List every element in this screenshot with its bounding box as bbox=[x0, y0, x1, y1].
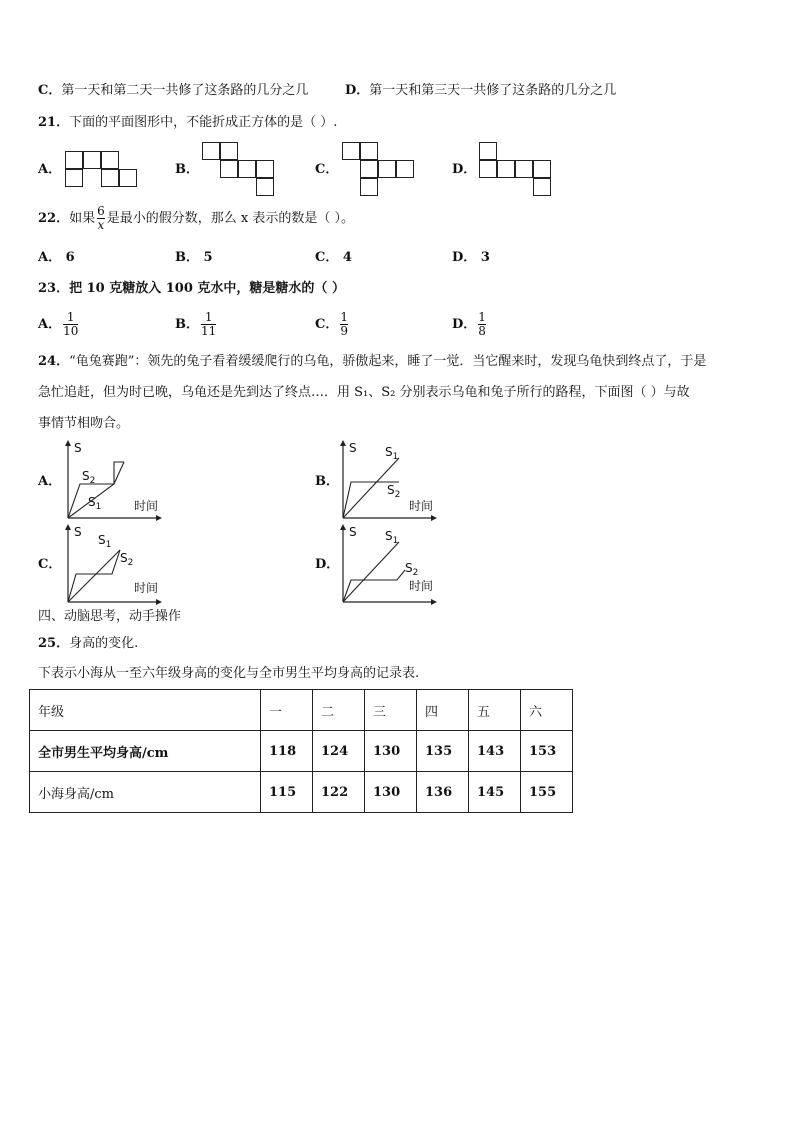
axis-x-label: 时间 bbox=[134, 499, 159, 513]
table-header-cell: 一 bbox=[261, 690, 313, 731]
graph-a bbox=[62, 438, 166, 522]
fraction-denominator: 10 bbox=[63, 324, 79, 338]
fraction bbox=[63, 311, 78, 338]
fraction-numerator: 1 bbox=[478, 310, 486, 324]
fraction-denominator: 8 bbox=[478, 324, 486, 338]
option-label: A． bbox=[38, 250, 62, 265]
q24-stem-line-2: 急忙追赶，但为时已晚，乌龟还是先到达了终点…．用 S₁、S₂ 分别表示乌龟和兔子所行的路程，下面图（ ）与故 bbox=[38, 385, 690, 400]
height-table bbox=[29, 689, 573, 813]
graph-c bbox=[62, 522, 166, 606]
option-value: 3 bbox=[480, 250, 490, 265]
option-label: B． bbox=[175, 250, 199, 265]
axis-y-label: S bbox=[74, 441, 82, 455]
table-cell: 153 bbox=[521, 731, 573, 772]
option-label: C． bbox=[315, 250, 339, 265]
table-cell: 118 bbox=[261, 731, 313, 772]
q23-option-b bbox=[175, 310, 218, 340]
table-cell: 115 bbox=[261, 772, 313, 813]
table-cell: 155 bbox=[521, 772, 573, 813]
table-header-cell: 四 bbox=[417, 690, 469, 731]
table-row-label: 小海身高/cm bbox=[30, 772, 261, 813]
table-header-row bbox=[30, 690, 573, 731]
q22-option-a bbox=[38, 249, 75, 267]
question-number: 23． bbox=[38, 281, 70, 296]
q23-option-a bbox=[38, 310, 80, 340]
axis-x-label: 时间 bbox=[409, 579, 434, 593]
table-cell: 122 bbox=[313, 772, 365, 813]
table-cell: 135 bbox=[417, 731, 469, 772]
q24-label-b: B． bbox=[315, 474, 339, 489]
question-text: “龟兔赛跑”：领先的兔子看着缓缓爬行的乌龟，骄傲起来，睡了一觉．当它醒来时，发现乌龟快到终点了，于是 bbox=[69, 354, 707, 369]
option-label: C． bbox=[38, 83, 62, 98]
option-label: D． bbox=[452, 317, 477, 332]
question-text: 身高的变化. bbox=[69, 636, 139, 651]
fraction bbox=[478, 311, 486, 338]
option-text: 第一天和第三天一共修了这条路的几分之几 bbox=[369, 83, 617, 98]
table-cell: 136 bbox=[417, 772, 469, 813]
q21-stem bbox=[38, 114, 337, 132]
q23-option-d bbox=[452, 310, 488, 340]
table-cell: 145 bbox=[469, 772, 521, 813]
curve-s2 bbox=[343, 570, 405, 602]
table-header-cell: 二 bbox=[313, 690, 365, 731]
axis-x-label: 时间 bbox=[409, 499, 434, 513]
option-label: C． bbox=[315, 317, 339, 332]
q22-stem bbox=[38, 204, 354, 234]
table-row bbox=[30, 772, 573, 813]
q21-label-a: A． bbox=[38, 162, 62, 177]
question-number: 22． bbox=[38, 211, 70, 226]
question-number: 21． bbox=[38, 115, 70, 130]
table-header-cell: 年级 bbox=[30, 690, 261, 731]
axis-y-label: S bbox=[349, 441, 357, 455]
q22-option-c bbox=[315, 249, 352, 267]
q23-option-c bbox=[315, 310, 350, 340]
fraction bbox=[201, 311, 216, 338]
table-header-cell: 三 bbox=[365, 690, 417, 731]
table-row-label: 全市男生平均身高/cm bbox=[30, 731, 261, 772]
fraction-numerator: 6 bbox=[97, 204, 105, 218]
q24-label-a: A． bbox=[38, 474, 62, 489]
fraction-numerator: 1 bbox=[204, 310, 213, 324]
fraction-denominator: 11 bbox=[201, 324, 217, 338]
q21-label-c: C． bbox=[315, 162, 339, 177]
q24-label-c: C． bbox=[38, 557, 62, 572]
option-value: 6 bbox=[65, 250, 75, 265]
fraction-6-over-x bbox=[97, 205, 105, 232]
label-s1: $S_1$ bbox=[385, 529, 399, 546]
q24-stem-line-1 bbox=[38, 353, 706, 371]
question-text: 下面的平面图形中，不能折成正方体的是（ ）. bbox=[69, 115, 338, 130]
q25-intro: 下表示小海从一至六年级身高的变化与全市男生平均身高的记录表. bbox=[38, 666, 420, 681]
q21-label-b: B． bbox=[175, 162, 199, 177]
label-s2: $S_2$ bbox=[405, 561, 419, 578]
section-title: 四、动脑思考，动手操作 bbox=[38, 609, 182, 624]
fraction-denominator: 9 bbox=[340, 324, 348, 338]
graph-d bbox=[337, 522, 441, 606]
fraction-numerator: 1 bbox=[340, 310, 348, 324]
option-label: A． bbox=[38, 317, 62, 332]
q22-option-b bbox=[175, 249, 213, 267]
fraction bbox=[340, 311, 348, 338]
option-text: 第一天和第二天一共修了这条路的几分之几 bbox=[61, 83, 309, 98]
label-s1: $S_1$ bbox=[98, 533, 112, 550]
q25-title bbox=[38, 635, 138, 653]
table-cell: 130 bbox=[365, 772, 417, 813]
option-label: B． bbox=[175, 317, 199, 332]
label-s2: $S_2$ bbox=[387, 483, 401, 500]
q23-stem bbox=[38, 280, 345, 298]
question-number: 25． bbox=[38, 636, 70, 651]
fraction-numerator: 1 bbox=[66, 310, 75, 324]
table-cell: 124 bbox=[313, 731, 365, 772]
q20-option-d bbox=[345, 82, 616, 100]
label-s1: $S_1$ bbox=[88, 495, 102, 512]
table-cell: 143 bbox=[469, 731, 521, 772]
curve-s1 bbox=[343, 542, 399, 602]
label-s1: $S_1$ bbox=[385, 445, 399, 462]
q21-label-d: D． bbox=[452, 162, 477, 177]
axis-y-label: S bbox=[349, 525, 357, 539]
label-s2: $S_2$ bbox=[82, 469, 96, 486]
option-value: 4 bbox=[342, 250, 352, 265]
q20-option-c bbox=[38, 82, 308, 100]
table-header-cell: 五 bbox=[469, 690, 521, 731]
table-cell: 130 bbox=[365, 731, 417, 772]
option-value: 5 bbox=[203, 250, 213, 265]
table-header-cell: 六 bbox=[521, 690, 573, 731]
graph-b bbox=[337, 438, 441, 522]
fraction-denominator: x bbox=[97, 218, 105, 232]
question-text-pre: 如果 bbox=[69, 211, 96, 226]
question-text: 把 10 克糖放入 100 克水中，糖是糖水的（ ） bbox=[69, 281, 345, 296]
question-number: 24． bbox=[38, 354, 70, 369]
q24-label-d: D． bbox=[315, 557, 340, 572]
table-row bbox=[30, 731, 573, 772]
axis-y-label: S bbox=[74, 525, 82, 539]
question-text-post: 是最小的假分数，那么 x 表示的数是（ ）。 bbox=[106, 211, 354, 226]
q22-option-d bbox=[452, 249, 490, 267]
label-s2: $S_2$ bbox=[120, 551, 134, 568]
axis-x-label: 时间 bbox=[134, 581, 159, 595]
option-label: D． bbox=[452, 250, 477, 265]
option-label: D． bbox=[345, 83, 370, 98]
q24-stem-line-3: 事情节相吻合。 bbox=[38, 416, 130, 431]
